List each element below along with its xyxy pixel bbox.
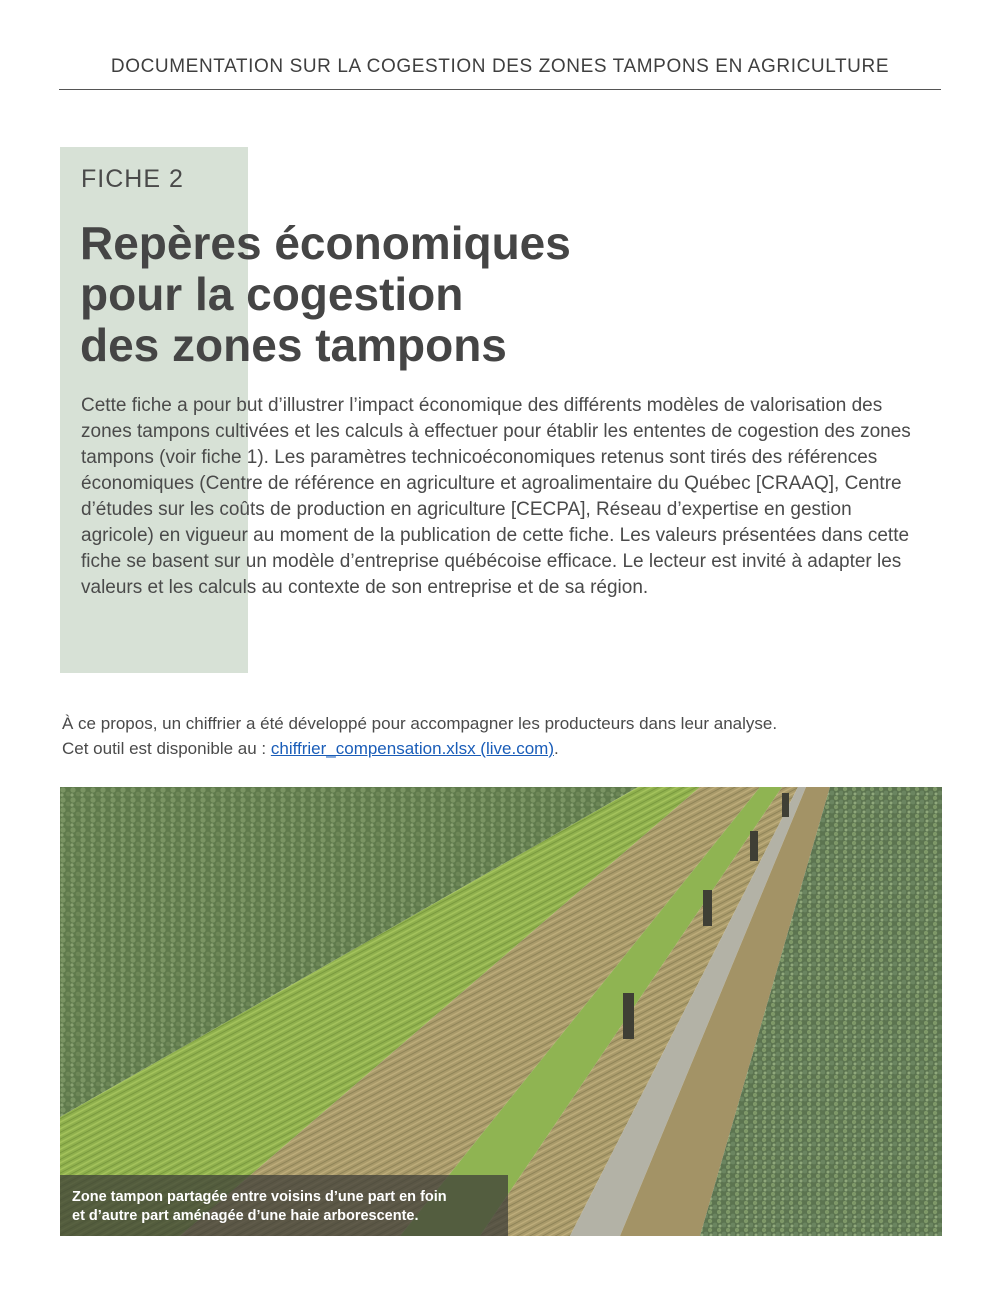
note-line-2-prefix: Cet outil est disponible au :: [62, 739, 271, 758]
caption-line-2: et d’autre part aménagée d’une haie arborescente.: [72, 1208, 419, 1224]
fiche-number: FICHE 2: [81, 165, 184, 193]
aerial-field-image: [60, 787, 942, 1236]
spreadsheet-note: [62, 711, 942, 761]
running-header: DOCUMENTATION SUR LA COGESTION DES ZONES TAMPONS EN AGRICULTURE: [110, 56, 890, 77]
photo-caption: [60, 1175, 508, 1236]
page-title: [80, 218, 780, 371]
spreadsheet-link[interactable]: chiffrier_compensation.xlsx (live.com): [270, 739, 554, 758]
intro-paragraph: Cette fiche a pour but d’illustrer l’impact économique des différents modèles de valorisation des zones tampons cultivées et les calculs à effectuer pour établir les ententes de cogestion des zones tampons (voir fiche 1). Les paramètres technicoéconomiques retenus sont tirés des références économiques (Centre de référence en agriculture et agroalimentaire du Québec [CRAAQ], Centre d’études sur les coûts de production en agriculture [CECPA], Réseau d’expertise en gestion agricole) en vigueur au moment de la publication de cette fiche. Les valeurs présentées dans cette fiche se basent sur un modèle d’entreprise québécoise efficace. Le lecteur est invité à adapter les valeurs et les calculs au contexte de son entreprise et de sa région.: [81, 395, 911, 598]
caption-line-1: Zone tampon partagée entre voisins d’une part en foin: [72, 1189, 447, 1205]
title-line-2: pour la cogestion: [80, 268, 464, 320]
title-line-1: Repères économiques: [80, 217, 571, 269]
note-line-1: À ce propos, un chiffrier a été développé pour accompagner les producteurs dans leur analyse.: [62, 714, 778, 733]
field-photo: [60, 787, 942, 1236]
header-divider: [59, 89, 941, 90]
title-line-3: des zones tampons: [80, 319, 507, 371]
note-line-2-suffix: .: [553, 739, 559, 758]
